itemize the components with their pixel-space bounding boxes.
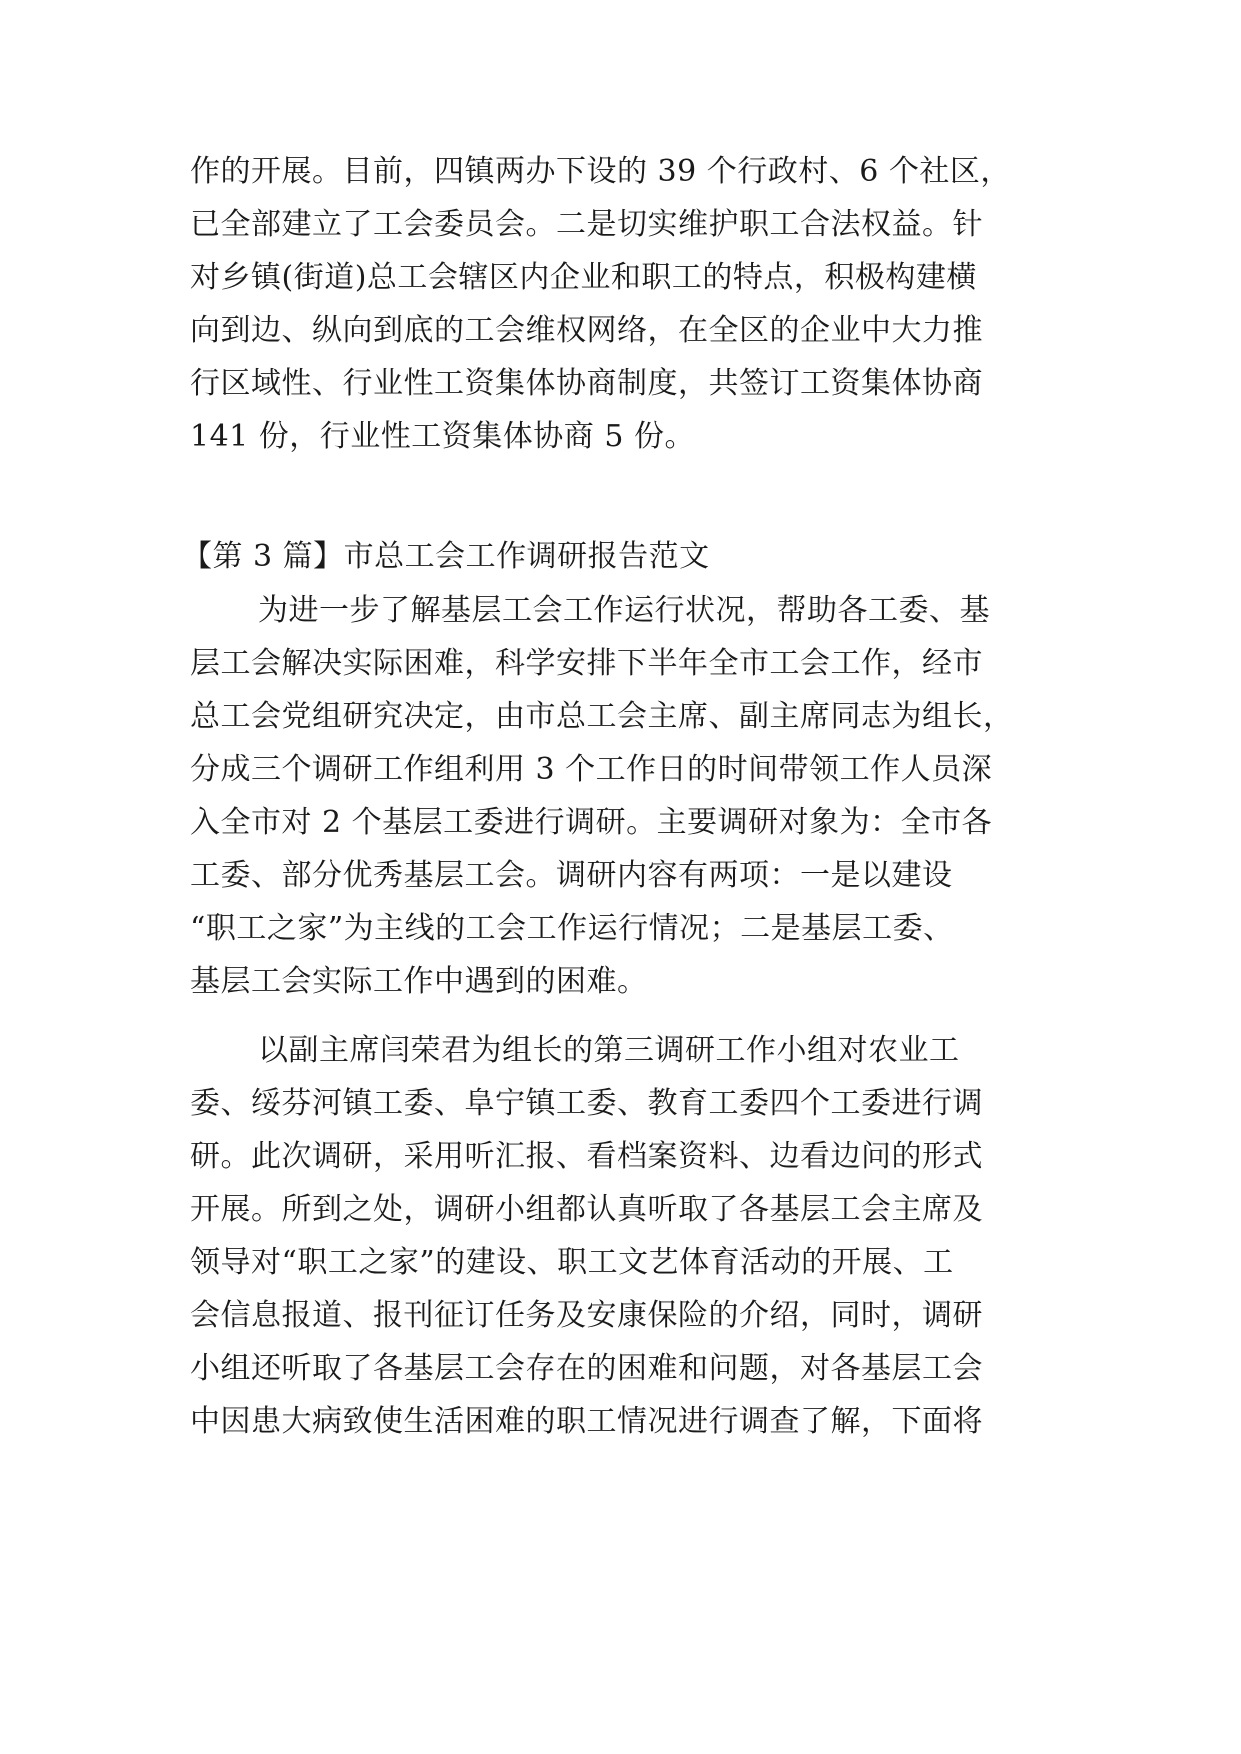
text-line: 已全部建立了工会委员会。二是切实维护职工合法权益。针 [190,207,983,242]
text-line: 141 份，行业性工资集体协商 5 份。 [190,419,695,454]
text-line: 分成三个调研工作组利用 3 个工作日的时间带领工作人员深 [190,752,993,787]
text-line: 中因患大病致使生活困难的职工情况进行调查了解，下面将 [190,1404,983,1439]
section-heading: 【第 3 篇】市总工会工作调研报告范文 [182,539,710,574]
text-line: 入全市对 2 个基层工委进行调研。主要调研对象为：全市各 [190,805,993,840]
text-line: 为进一步了解基层工会工作运行状况，帮助各工委、基 [258,593,990,628]
text-line: 向到边、纵向到底的工会维权网络，在全区的企业中大力推 [190,313,983,348]
text-line: 作的开展。目前，四镇两办下设的 39 个行政村、6 个社区， [190,154,1011,189]
text-line: 总工会党组研究决定，由市总工会主席、副主席同志为组长， [190,699,1014,734]
text-line: 行区域性、行业性工资集体协商制度，共签订工资集体协商 [190,366,983,401]
text-line: “职工之家”为主线的工会工作运行情况；二是基层工委、 [190,911,954,946]
text-line: 以副主席闫荣君为组长的第三调研工作小组对农业工 [258,1033,960,1068]
text-line: 开展。所到之处，调研小组都认真听取了各基层工会主席及 [190,1192,983,1227]
text-line: 小组还听取了各基层工会存在的困难和问题，对各基层工会 [190,1351,983,1386]
text-line: 会信息报道、报刊征订任务及安康保险的介绍，同时，调研 [190,1298,983,1333]
text-line: 工委、部分优秀基层工会。调研内容有两项：一是以建设 [190,858,953,893]
text-line: 研。此次调研，采用听汇报、看档案资料、边看边问的形式 [190,1139,983,1174]
text-line: 对乡镇(街道)总工会辖区内企业和职工的特点，积极构建横 [190,260,977,295]
text-line: 委、绥芬河镇工委、阜宁镇工委、教育工委四个工委进行调 [190,1086,983,1121]
text-line: 领导对“职工之家”的建设、职工文艺体育活动的开展、工 [190,1245,954,1280]
text-line: 基层工会实际工作中遇到的困难。 [190,964,648,999]
text-line: 层工会解决实际困难，科学安排下半年全市工会工作，经市 [190,646,983,681]
